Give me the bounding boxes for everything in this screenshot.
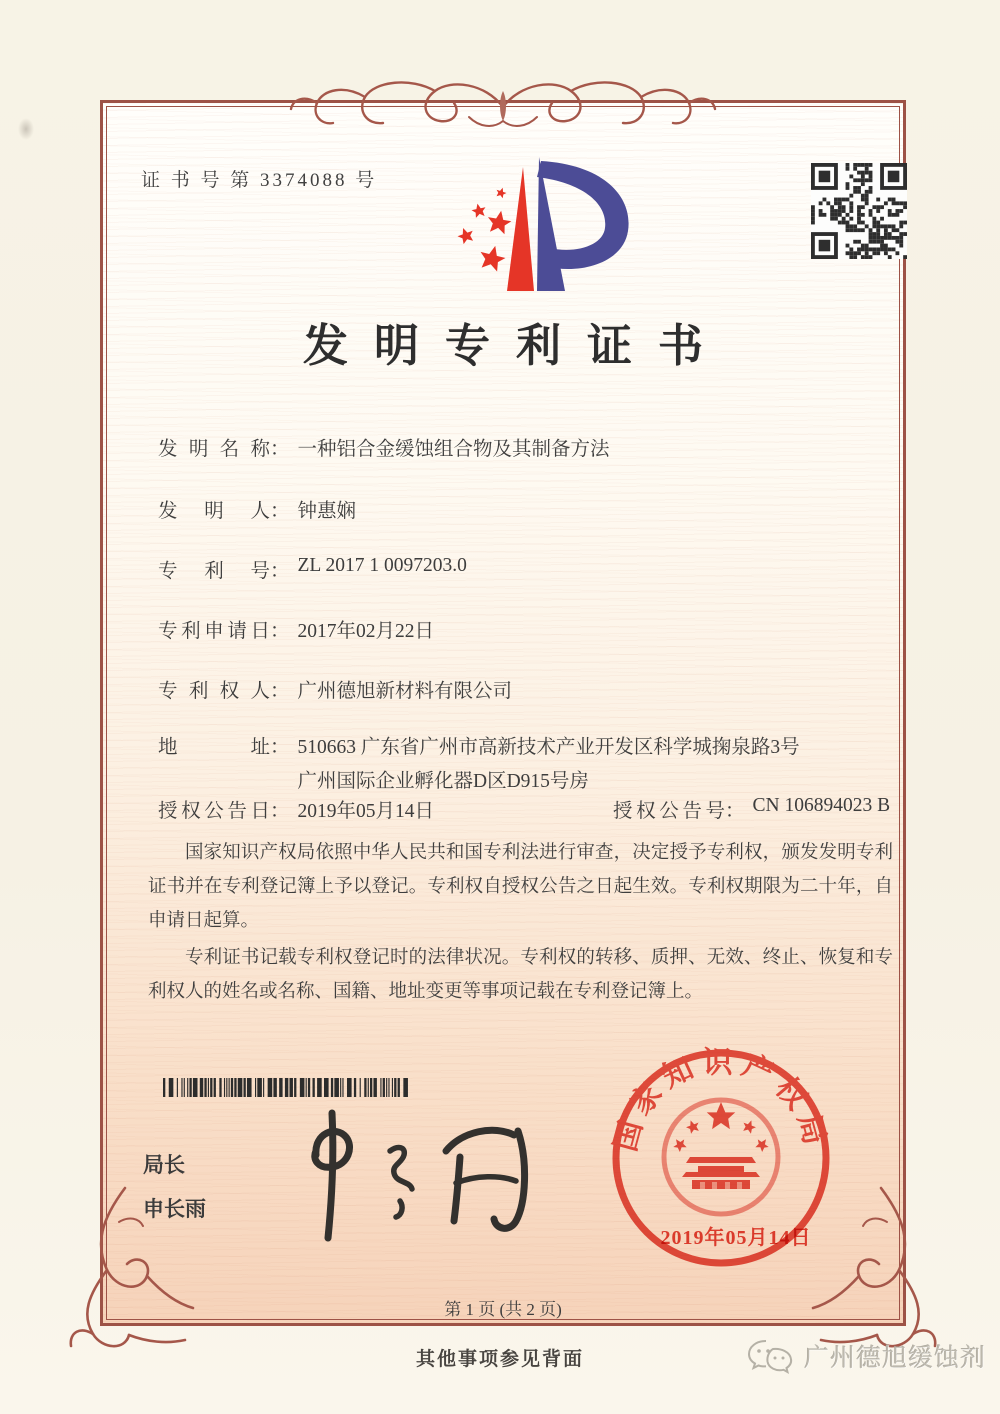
certificate-title: 发明专利证书 [302, 321, 729, 371]
field-value: CN 106894023 B [752, 795, 891, 816]
director-signature [288, 1103, 548, 1243]
paper-smudge [18, 118, 34, 140]
back-note: 其他事项参见背面 [415, 1349, 584, 1370]
legal-text [148, 836, 893, 1011]
field-label: 发明名称 [158, 439, 270, 460]
director-title: 局长 [143, 1154, 185, 1177]
wechat-icon [746, 1338, 798, 1374]
field-colon: ： [270, 801, 290, 822]
field-label: 专利权人 [158, 681, 270, 702]
top-flourish-ornament [233, 73, 773, 135]
field-label: 地址 [158, 737, 270, 758]
cnipa-logo [435, 151, 650, 296]
field-value: 一种铝合金缓蚀组合物及其制备方法 [297, 439, 610, 460]
field-row-invention-name [158, 433, 610, 461]
field-colon: ： [270, 681, 290, 702]
field-colon: ： [270, 737, 290, 758]
certificate-frame [100, 100, 906, 1326]
field-colon: ： [725, 801, 745, 822]
field-label: 发明人 [158, 501, 270, 522]
field-value: 广州德旭新材料有限公司 [297, 681, 513, 702]
field-row-inventor [158, 495, 356, 523]
logo-stars [456, 186, 513, 273]
seal-date: 2019年05月14日 [660, 1227, 812, 1249]
field-row-address [158, 731, 803, 799]
seal-text: 国家知识产权局 [609, 1046, 833, 1155]
field-label: 授权公告日 [158, 801, 270, 822]
field-colon: ： [270, 621, 290, 642]
field-row-grant [158, 795, 898, 823]
field-value: 2017年02月22日 [297, 621, 435, 642]
field-row-patent-number [158, 555, 467, 583]
field-row-filing-date [158, 615, 434, 643]
field-row-patentee [158, 675, 512, 703]
field-label: 授权公告号 [613, 801, 725, 822]
field-pair-grant-number [613, 795, 890, 823]
director-name: 申长雨 [143, 1198, 206, 1221]
wechat-watermark [746, 1338, 986, 1374]
legal-paragraph: 专利证书记载专利权登记时的法律状况。专利权的转移、质押、无效、终止、恢复和专利权人的姓名或名称、国籍、地址变更等事项记载在专利登记簿上。 [148, 947, 893, 1002]
watermark-text: 广州德旭缓蚀剂 [803, 1345, 986, 1372]
field-value: 钟惠娴 [297, 501, 357, 522]
qr-code [811, 163, 907, 259]
logo-red-wedge [507, 167, 534, 291]
logo-p-bowl [537, 161, 629, 269]
legal-paragraph: 国家知识产权局依照中华人民共和国专利法进行审查，决定授予专利权，颁发发明专利证书并在专利登记簿上予以登记。专利权自授权公告之日起生效。专利权期限为二十年，自申请日起算。 [148, 843, 893, 932]
barcode [163, 1078, 411, 1097]
field-value: ZL 2017 1 0097203.0 [297, 555, 467, 576]
field-label: 专利号 [158, 561, 270, 582]
field-value: 2019年05月14日 [297, 801, 435, 822]
field-label: 专利申请日 [158, 621, 270, 642]
field-value: 510663 广东省广州市高新技术产业开发区科学城掬泉路3号广州国际企业孵化器D区D915号房 [297, 737, 800, 793]
page-number: 第 1 页 (共 2 页) [444, 1300, 562, 1319]
certificate-number: 证 书 号 第 3374088 号 [141, 170, 378, 191]
field-colon: ： [270, 501, 290, 522]
seal-national-emblem [664, 1100, 778, 1214]
field-colon: ： [270, 439, 290, 460]
field-colon: ： [270, 561, 290, 582]
